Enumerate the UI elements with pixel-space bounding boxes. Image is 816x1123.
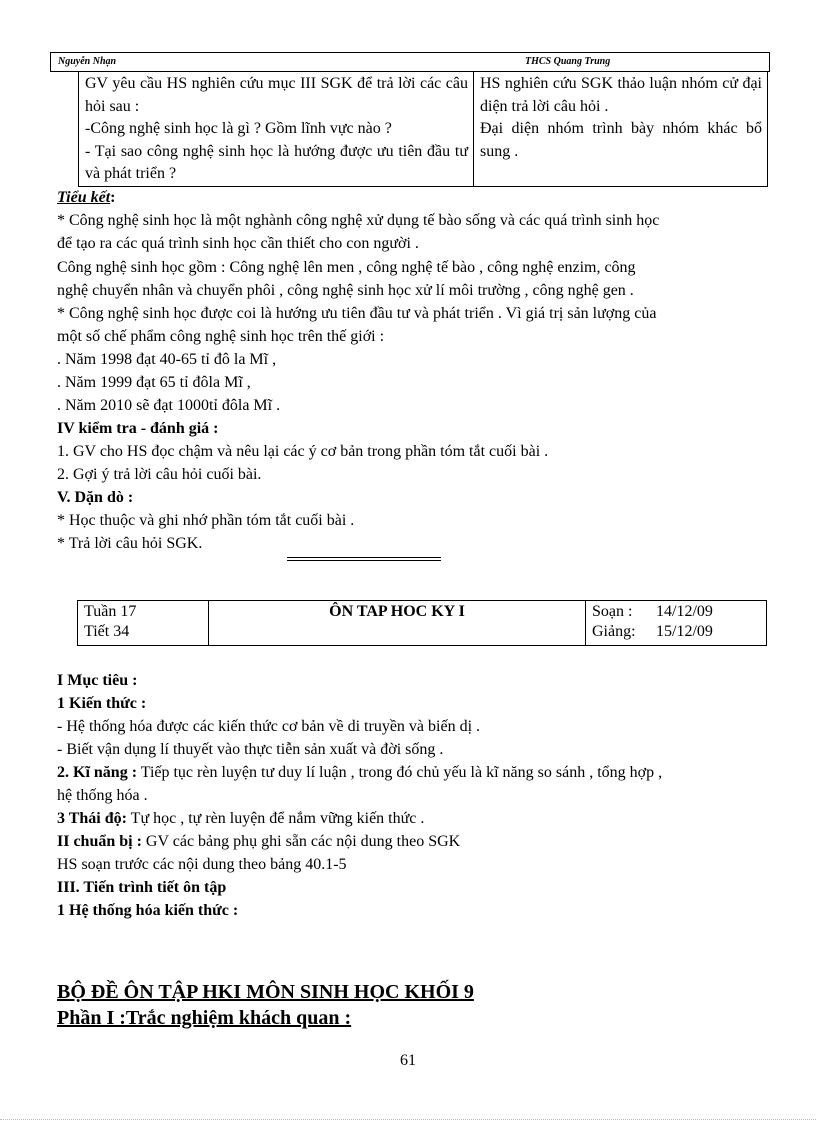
page-edge xyxy=(0,1119,816,1120)
teacher-activity-cell xyxy=(79,72,474,187)
teach-label: Giảng: xyxy=(592,623,636,640)
skills-line: 2. Kĩ năng : Tiếp tục rèn luyện tư duy lí luận , trong đó chủ yếu là kĩ năng so sánh , tổng hợp , xyxy=(57,764,663,781)
skills-line: hệ thống hóa . xyxy=(57,787,148,804)
teach-date: 15/12/09 xyxy=(656,623,713,640)
knowledge-heading: 1 Kiến thức : xyxy=(57,695,147,712)
summary-line: . Năm 1998 đạt 40-65 tỉ đô la Mĩ , xyxy=(57,351,277,368)
teacher-line: -Công nghệ sinh học là gì ? Gồm lĩnh vực nào ? xyxy=(85,120,392,137)
knowledge-line: - Hệ thống hóa được các kiến thức cơ bản về di truyền và biến dị . xyxy=(57,718,481,735)
assessment-line: 2. Gợi ý trả lời câu hỏi cuối bài. xyxy=(57,466,262,483)
homework-line: * Học thuộc và ghi nhớ phần tóm tắt cuối bài . xyxy=(57,512,355,529)
preparation-line: II chuẩn bị : GV các bảng phụ ghi sẵn các nội dung theo SGK xyxy=(57,833,461,850)
lesson-dates-cell xyxy=(586,601,767,646)
lesson-title-cell xyxy=(209,601,586,646)
assessment-line: 1. GV cho HS đọc chậm và nêu lại các ý cơ bản trong phần tóm tắt cuối bài . xyxy=(57,443,549,460)
page-number: 61 xyxy=(400,1052,416,1069)
summary-line: * Công nghệ sinh học được coi là hướng ưu tiên đầu tư và phát triển . Vì giá trị sản lượng của xyxy=(57,305,657,322)
exam-title: BỘ ĐỀ ÔN TẬP HKI MÔN SINH HỌC KHỐI 9 xyxy=(57,981,474,1003)
summary-line: để tạo ra các quá trình sinh học cần thiết cho con người . xyxy=(57,235,419,252)
objectives-heading: I Mục tiêu : xyxy=(57,672,138,689)
preparation-line: HS soạn trước các nội dung theo bảng 40.1-5 xyxy=(57,856,347,873)
prep-label: Soạn : xyxy=(592,603,633,620)
prep-date: 14/12/09 xyxy=(656,603,713,620)
divider-rule xyxy=(287,560,441,561)
lesson-week-cell xyxy=(78,601,209,646)
homework-heading: V. Dặn dò : xyxy=(57,489,134,506)
week-label: Tuần 17 xyxy=(84,603,137,620)
knowledge-line: - Biết vận dụng lí thuyết vào thực tiễn sản xuất và đời sống . xyxy=(57,741,444,758)
activity-table xyxy=(78,71,768,187)
summary-line: một số chế phẩm công nghệ sinh học trên thế giới : xyxy=(57,328,385,345)
attitude-line: 3 Thái độ: Tự học , tự rèn luyện để nắm vững kiến thức . xyxy=(57,810,425,827)
summary-line: . Năm 1999 đạt 65 tỉ đôla Mĩ , xyxy=(57,374,251,391)
summary-line: Công nghệ sinh học gồm : Công nghệ lên men , công nghệ tế bào , công nghệ enzim, công xyxy=(57,259,636,276)
school-name: THCS Quang Trung xyxy=(525,56,611,67)
divider-rule xyxy=(287,557,441,558)
student-line: Đại diện nhóm trình bày nhóm khác bổ sung . xyxy=(480,120,762,160)
process-subheading: 1 Hệ thống hóa kiến thức : xyxy=(57,902,239,919)
student-line: HS nghiên cứu SGK thảo luận nhóm cử đại diện trả lời câu hỏi . xyxy=(480,75,762,115)
running-header xyxy=(50,52,770,72)
assessment-heading: IV kiểm tra - đánh giá : xyxy=(57,420,219,437)
student-activity-cell xyxy=(474,72,768,187)
teacher-line: GV yêu cầu HS nghiên cứu mục III SGK để trả lời các câu hỏi sau : xyxy=(85,75,468,115)
summary-line: . Năm 2010 sẽ đạt 1000tỉ đôla Mĩ . xyxy=(57,397,281,414)
lesson-header-table xyxy=(77,600,767,646)
process-heading: III. Tiến trình tiết ôn tập xyxy=(57,879,227,896)
homework-line: * Trả lời câu hỏi SGK. xyxy=(57,535,203,552)
period-label: Tiết 34 xyxy=(84,623,130,640)
lesson-title: ÔN TAP HOC KY I xyxy=(329,603,465,620)
summary-line: nghệ chuyển nhân và chuyển phôi , công nghệ sinh học xử lí môi trường , công nghệ gen . xyxy=(57,282,634,299)
summary-heading: Tiểu kết: xyxy=(57,189,116,206)
summary-line: * Công nghệ sinh học là một nghành công nghệ xử dụng tế bào sống và các quá trình sinh học xyxy=(57,212,660,229)
teacher-line: - Tại sao công nghệ sinh học là hướng được ưu tiên đầu tư và phát triển ? xyxy=(85,142,468,182)
author-name: Nguyễn Nhạn xyxy=(58,56,117,67)
exam-part-heading: Phần I :Trắc nghiệm khách quan : xyxy=(57,1007,352,1029)
